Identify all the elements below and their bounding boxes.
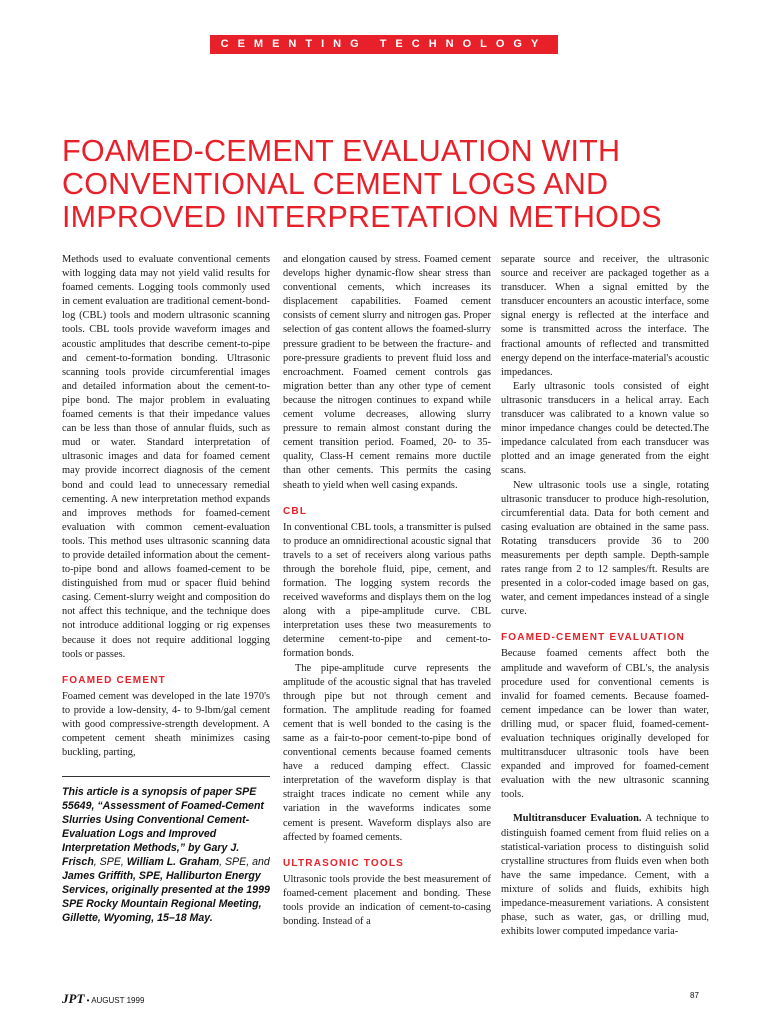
multitransducer-paragraph — [501, 812, 709, 939]
article-title: FOAMED-CEMENT EVALUATION WITH CONVENTIONAL CEMENT LOGS AND IMPROVED INTERPRETATION METHODS — [62, 134, 662, 234]
multitransducer-text: A technique to distinguish foamed cement from fluid relies on a statistical-variation process to distinguish solid crystalline structures from fluids even when both have the same impedance. Cement, with a mixture of solids and fluids, exhibits high impedance-measurement variations. A consistent phase, such as water, gas, or drilling mud, exhibits lower computed impedance varia- — [501, 813, 709, 938]
synopsis-text: This article is a synopsis of paper SPE 55649, “Assessment of Foamed-Cement Slurries Using Conventional Cement-Evaluation Logs and Improved Interpretation Methods,” by — [62, 786, 264, 855]
author-1: Gary J. Frisch — [62, 842, 240, 869]
evaluation-paragraph: Because foamed cements affect both the amplitude and waveform of CBL's, the analysis procedure used for conventional cements is invalid for foamed cements. Because foamed-cement impedance can be lower than water, drilling mud, or spacer fluid, foamed-cement-evaluation techniques originally developed for multitransducer ultrasonic tools have been expanded and improved for foamed-cement evaluation with the new ultrasonic scanning tools. — [501, 648, 709, 801]
column-3 — [501, 253, 709, 939]
synopsis-note — [62, 776, 270, 925]
issue-date: • AUGUST 1999 — [84, 996, 145, 1005]
author-2: William L. Graham — [126, 856, 220, 869]
author-3: James Griffith — [62, 870, 134, 883]
foamed-cement-paragraph: Foamed cement was developed in the late 1970's to provide a low-density, 4- to 9-lbm/gal cement with good compressive-strength development. A competent cement sheath minimizes casing buckling, parting, — [62, 690, 270, 759]
page-number: 87 — [690, 991, 699, 1000]
author-1-affil: , SPE, — [93, 856, 127, 869]
jpt-logo: JPT — [62, 991, 85, 1006]
heading-foamed-cement-evaluation: FOAMED-CEMENT EVALUATION — [501, 632, 685, 644]
column-2 — [283, 253, 491, 929]
column-1 — [62, 253, 270, 925]
heading-foamed-cement: FOAMED CEMENT — [62, 674, 166, 686]
ultrasonic-paragraph-1: Ultrasonic tools provide the best measurement of foamed-cement placement and bonding. These tools provide an indication of cement-to-casing bonding. Instead of a — [283, 873, 491, 928]
heading-ultrasonic-tools: ULTRASONIC TOOLS — [283, 857, 405, 869]
early-tools-paragraph: Early ultrasonic tools consisted of eight ultrasonic transducers in a helical array. Each transducer was calibrated to a known value so minor impedance changes could be detected.The impedance calculated from each transducer was plotted and an image generated from the eight scans. — [501, 380, 709, 477]
foamed-cement-continued: and elongation caused by stress. Foamed cement develops higher dynamic-flow shear stress than conventional cements, which increases its displacement capabilities. Foamed cement consists of cement slurry and nitrogen gas. Proper selection of gas content allows the foamed-slurry pressure gradient to be between the fracture- and pore-pressure gradients to prevent fluid loss and encroachment. Foamed cement controls gas migration better than any other type of cement because the nitrogen continues to expand while cement volume decreases, allowing slurry pressure to remain almost constant during the cement transition period. Foamed, 20- to 35-quality, Class-H cement remains more ductile than other cements. This permits the casing sheath to yield when well casing expands. — [283, 254, 491, 491]
new-tools-paragraph: New ultrasonic tools use a single, rotating ultrasonic transducer to produce high-resolution, circumferential data. Data for both cement and casing evaluation are obtained in the same pass. Rotating transducers provide 36 to 200 measurements per depth sample. Depth-sample rates range from 2 to 12 samples/ft. Results are presented in a color-coded image based on gas, water, and cement impedances instead of a single curve. — [501, 479, 709, 618]
cbl-paragraph-1: In conventional CBL tools, a transmitter is pulsed to produce an omnidirectional acoustic signal that travels to a set of receivers along various paths through the borehole fluid, pipe, cement, and formation. The logging system records the received waveforms and displays them on the log along with a pipe-amplitude curve. CBL interpretation uses these two measurements to determine cement-to-pipe and cement-to-formation bonds. — [283, 521, 491, 660]
cbl-paragraph-2: The pipe-amplitude curve represents the amplitude of the acoustic signal that has traveled through pipe but not through cement and formation. The amplitude reading for foamed cement that is well bonded to the casing is the same as a fair-to-poor cement-to-pipe bond of conventional cements because foamed cements have a reduced damping effect. Classic interpretation of the waveform display is that straight traces indicate no cement while any variation in the waveforms indicates some cement is present. Waveform displays also are affected by foamed cements. — [283, 662, 491, 843]
heading-cbl: CBL — [283, 505, 308, 517]
section-banner: CEMENTING TECHNOLOGY — [210, 35, 558, 54]
intro-paragraph: Methods used to evaluate conventional cements with logging data may not yield valid results for foamed cements. Logging tools commonly used in cement evaluation are traditional cement-bond-log (CBL) tools and modern ultrasonic scanning tools. CBL tools provide waveform images and acoustic amplitudes that describe cement-to-pipe and cement-to-formation bonding. Ultrasonic scanning tools provide circumferential images and detailed information about the cement-to-pipe bond. The major problem in evaluating foamed cements is that their impedance values can be less than those of annular fluids, such as mud or water. Standard interpretation of ultrasonic images and data for foamed cement may provide incorrect diagnosis of the cement bond and could lead to unnecessary remedial cementing. A new interpretation method expands and improves methods for foamed-cement evaluation with common cement-evaluation tools. This method uses ultrasonic scanning data to provide detailed information about the cement-to-pipe bond and allows foamed-cement to be distinguished from mud or spacer fluid behind casing. Cement-slurry weight and composition do not affect this technique, and the technique does not introduce additional logging or rig expenses because it does not require additional logging tools or passes. — [62, 254, 270, 660]
multitransducer-runin-heading: Multitransducer Evaluation. — [513, 813, 642, 825]
footer-left — [62, 991, 144, 1007]
synopsis-end: , SPE, Halliburton Energy Services, originally presented at the 1999 SPE Rocky Mountain Regional Meeting, Gillette, Wyoming, 15–18 May. — [62, 870, 270, 925]
ultrasonic-continued: separate source and receiver, the ultrasonic source and receiver are packaged together as a transducer. When a signal emitted by the transducer encounters an acoustic interface, some signal energy is reflected at the interface and some is transmitted across the interface. The fractional amounts of reflected and transmitted energy depend on the interface-material's acoustic impedances. — [501, 254, 709, 378]
author-2-affil: , SPE, and — [219, 856, 270, 869]
